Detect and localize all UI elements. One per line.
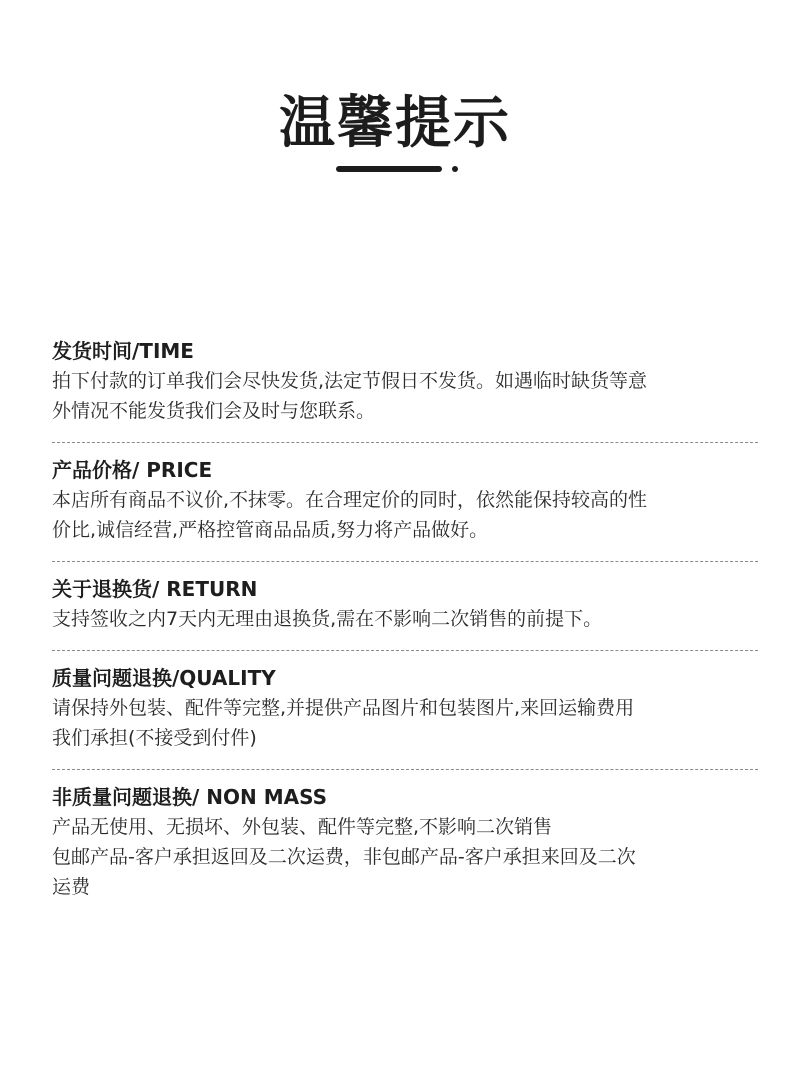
section-text-line: 拍下付款的订单我们会尽快发货,法定节假日不发货。如遇临时缺货等意: [52, 370, 648, 392]
section-title: 关于退换货/ RETURN: [52, 577, 258, 601]
section-shipping-time: [52, 336, 758, 426]
dashed-divider: [52, 561, 758, 562]
title-underline-dot: [452, 166, 458, 172]
section-text-line: 我们承担(不接受到付件): [52, 727, 257, 749]
section-title: 非质量问题退换/ NON MASS: [52, 785, 327, 809]
section-title: 产品价格/ PRICE: [52, 458, 213, 482]
section-text-line: 外情况不能发货我们会及时与您联系。: [52, 400, 376, 422]
dashed-divider: [52, 650, 758, 651]
section-text-line: 支持签收之内7天内无理由退换货,需在不影响二次销售的前提下。: [52, 608, 603, 630]
dashed-divider: [52, 769, 758, 770]
page-title: 温馨提示: [279, 91, 511, 156]
section-title: 发货时间/TIME: [52, 339, 194, 363]
title-underline-bar: [336, 166, 442, 172]
section-text-line: 产品无使用、无损坏、外包装、配件等完整,不影响二次销售: [52, 816, 553, 838]
section-quality-return: [52, 663, 758, 753]
section-text-line: 本店所有商品不议价,不抹零。在合理定价的同时，依然能保持较高的性: [52, 489, 648, 511]
section-text-line: 价比,诚信经营,严格控管商品品质,努力将产品做好。: [52, 519, 489, 541]
section-text-line: 运费: [52, 876, 91, 898]
section-text-line: 包邮产品-客户承担返回及二次运费，非包邮产品-客户承担来回及二次: [52, 846, 636, 868]
header: [0, 84, 790, 164]
section-return: [52, 574, 758, 634]
section-non-quality-return: [52, 782, 758, 902]
section-price: [52, 455, 758, 545]
section-title: 质量问题退换/QUALITY: [52, 666, 276, 690]
section-text-line: 请保持外包装、配件等完整,并提供产品图片和包装图片,来回运输费用: [52, 697, 635, 719]
dashed-divider: [52, 442, 758, 443]
notice-content: [52, 336, 758, 902]
